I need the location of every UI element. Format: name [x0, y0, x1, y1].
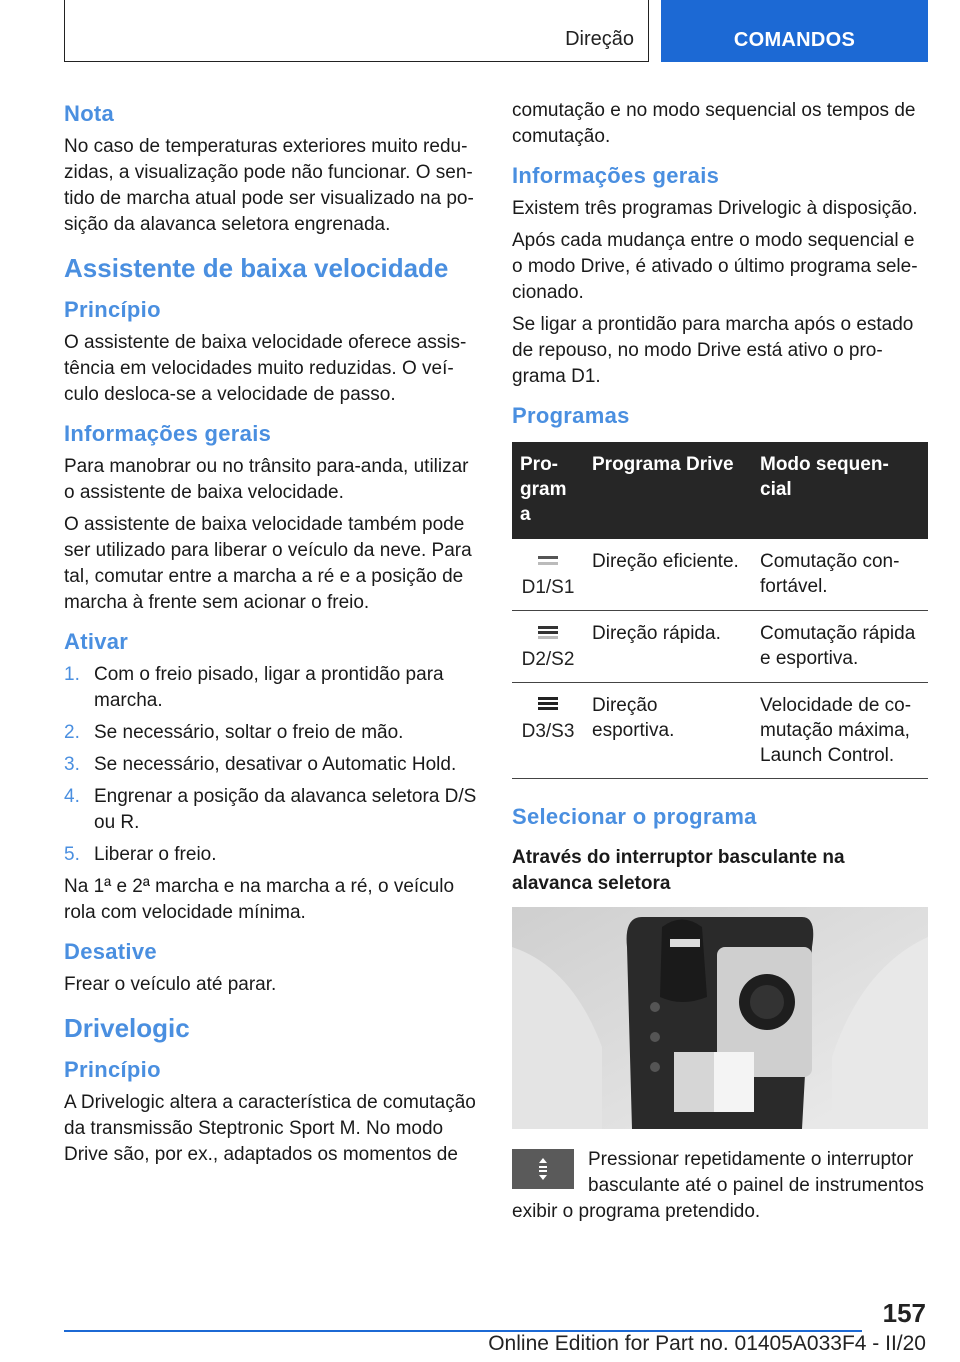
page-number: 157 — [882, 1298, 926, 1328]
drivelogic-level-3-icon — [537, 695, 559, 713]
ativar-heading: Ativar — [64, 629, 129, 654]
table-row — [512, 611, 928, 683]
programs-table — [512, 442, 928, 779]
info-right-paragraph-1: Existem três programas Drivelogic à disposição. — [512, 198, 918, 219]
section-tab — [64, 0, 649, 62]
info-heading: Informações gerais — [64, 421, 272, 446]
select-heading: Selecionar o programa — [512, 804, 757, 829]
drive-cell: Direção eficiente. — [584, 539, 752, 611]
step-number: 5. — [64, 844, 80, 865]
chapter-tab — [661, 0, 928, 62]
step-number: 1. — [64, 664, 80, 685]
sequential-cell: Comutação rápida e esportiva. — [752, 611, 928, 683]
mode-cell — [512, 683, 584, 779]
step-text: Engrenar a posição da alavanca seletora D/S ou R. — [94, 786, 477, 833]
table-row — [512, 683, 928, 779]
selector-lever-photo — [512, 907, 928, 1129]
center-console-illustration — [512, 907, 928, 1129]
column-header: Pro-gram a — [512, 442, 584, 539]
ativar-note: Na 1ª e 2ª marcha e na marcha a ré, o veículo rola com velocidade mínima. — [64, 876, 455, 923]
step-text: Liberar o freio. — [94, 844, 217, 865]
column-header: Programa Drive — [584, 442, 752, 539]
mode-cell — [512, 611, 584, 683]
left-column — [64, 98, 478, 1174]
ativar-steps — [64, 662, 478, 868]
column-header: Modo sequen-cial — [752, 442, 928, 539]
rocker-switch-glyph — [512, 1149, 574, 1189]
info-right-paragraph-2: Após cada mudança entre o modo sequencial e o modo Drive, é ativado o último programa sele-cionado. — [512, 230, 918, 303]
programas-heading: Programas — [512, 403, 630, 428]
principio-text: O assistente de baixa velocidade oferece assis-tência em velocidades muito reduzidas. O veí-culo desloca-se a velocidade de passo. — [64, 332, 467, 405]
drivelogic-level-1-icon — [537, 551, 559, 569]
list-item — [64, 784, 478, 836]
drivelogic-heading: Drivelogic — [64, 1013, 190, 1043]
sequential-cell: Velocidade de co-mutação máxima, Launch Control. — [752, 683, 928, 779]
drivelogic-principio-heading: Princípio — [64, 1057, 161, 1082]
list-item — [64, 720, 478, 746]
select-subheading: Através do interruptor basculante na alavanca seletora — [512, 847, 845, 894]
assist-heading: Assistente de baixa velocidade — [64, 253, 449, 283]
step-number: 3. — [64, 754, 80, 775]
step-number: 2. — [64, 722, 80, 743]
drive-cell: Direção esportiva. — [584, 683, 752, 779]
instruction-row — [512, 1147, 928, 1225]
info-right-paragraph-3: Se ligar a prontidão para marcha após o estado de repouso, no modo Drive está ativo o pro-grama D1. — [512, 314, 914, 387]
edition-footer: Online Edition for Part no. 01405A033F4 - II/20 — [488, 1332, 926, 1355]
drive-cell: Direção rápida. — [584, 611, 752, 683]
table-header-row — [512, 442, 928, 539]
step-text: Com o freio pisado, ligar a prontidão para marcha. — [94, 664, 444, 711]
page-header — [64, 0, 928, 64]
nota-text: No caso de temperaturas exteriores muito redu-zidas, a visualização pode não funcionar. O sen-tido de marcha atual pode ser visualizado na po-sição da alavanca seletora engrenada. — [64, 136, 474, 235]
info-paragraph-2: O assistente de baixa velocidade também pode ser utilizado para liberar o veículo da neve. Para tal, comutar entre a marcha a ré e a posição de marcha à frente sem acionar o freio. — [64, 514, 472, 613]
step-text: Se necessário, desativar o Automatic Hold. — [94, 754, 457, 775]
mode-label: D2/S2 — [521, 649, 575, 670]
list-item — [64, 752, 478, 778]
drivelogic-principio-text: A Drivelogic altera a característica de comutação da transmissão Steptronic Sport M. No modo Drive são, por ex., adaptados os momentos de — [64, 1092, 476, 1165]
mode-cell — [512, 539, 584, 611]
select-instruction: Pressionar repetidamente o interruptor basculante até o painel de instrumentos exibir o programa pretendido. — [512, 1149, 924, 1222]
step-number: 4. — [64, 786, 80, 807]
table-row — [512, 539, 928, 611]
continued-text: comutação e no modo sequencial os tempos de comutação. — [512, 100, 916, 147]
info-paragraph-1: Para manobrar ou no trânsito para-anda, utilizar o assistente de baixa velocidade. — [64, 456, 469, 503]
nota-heading: Nota — [64, 101, 115, 126]
sequential-cell: Comutação con-fortável. — [752, 539, 928, 611]
rocker-switch-icon — [512, 1149, 574, 1189]
mode-label: D1/S1 — [521, 577, 575, 598]
mode-label: D3/S3 — [521, 721, 575, 742]
desative-heading: Desative — [64, 939, 157, 964]
section-title: Direção — [565, 28, 634, 50]
step-text: Se necessário, soltar o freio de mão. — [94, 722, 404, 743]
chapter-title: COMANDOS — [733, 29, 856, 51]
drivelogic-level-2-icon — [537, 623, 559, 641]
desative-text: Frear o veículo até parar. — [64, 974, 277, 995]
right-column — [512, 98, 928, 1231]
info-heading-right: Informações gerais — [512, 163, 720, 188]
list-item — [64, 662, 478, 714]
principio-heading: Princípio — [64, 297, 161, 322]
list-item — [64, 842, 478, 868]
